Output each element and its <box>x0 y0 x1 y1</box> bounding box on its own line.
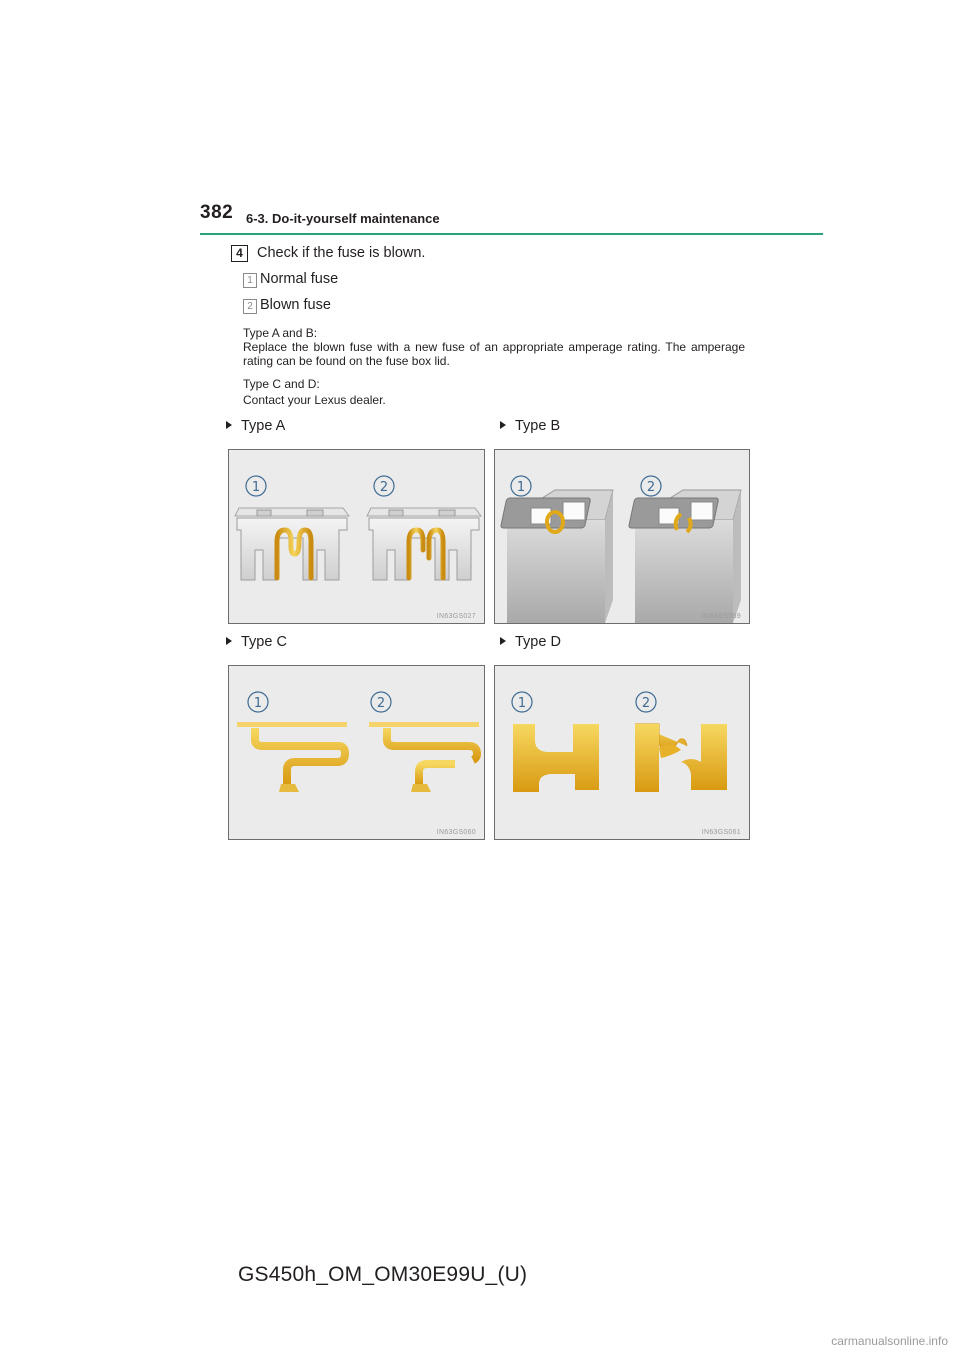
callout-number: 1 <box>251 480 261 495</box>
callout-number: 1 <box>517 696 527 711</box>
blown-fuse-block-left <box>635 724 659 792</box>
figure-type-a <box>228 449 485 624</box>
type-d-text: Type D <box>515 634 561 650</box>
watermark: carmanualsonline.info <box>831 1334 948 1348</box>
figure-type-b <box>494 449 750 624</box>
triangle-bullet-icon <box>226 637 232 645</box>
normal-cartridge-fuse <box>500 490 613 623</box>
step-text: Check if the fuse is blown. <box>257 245 426 261</box>
triangle-bullet-icon <box>500 637 506 645</box>
triangle-bullet-icon <box>226 421 232 429</box>
note-cd-text: Contact your Lexus dealer. <box>243 393 386 407</box>
normal-blade-fuse <box>235 508 349 580</box>
figure-type-d <box>494 665 750 840</box>
figure-code: IN63GS061 <box>701 829 741 836</box>
callout-number: 2 <box>646 480 656 495</box>
blown-fuse-element-bottom <box>419 764 455 784</box>
type-a-text: Type A <box>241 418 286 434</box>
type-b-text: Type B <box>515 418 561 434</box>
triangle-bullet-icon <box>500 421 506 429</box>
type-d-label <box>500 634 561 650</box>
section-title: 6-3. Do-it-yourself maintenance <box>246 211 440 226</box>
callout-number: 2 <box>641 696 651 711</box>
type-c-label <box>226 634 287 650</box>
item-label-blown-fuse: Blown fuse <box>260 297 331 313</box>
type-a-fuse-illustration <box>229 450 484 623</box>
normal-fuse-element <box>255 728 345 784</box>
blown-fuse-element-top <box>387 728 477 760</box>
callout-number: 2 <box>376 696 386 711</box>
figure-type-c <box>228 665 485 840</box>
note-cd-heading: Type C and D: <box>243 377 320 391</box>
step-number-badge: 4 <box>231 245 248 262</box>
callout-number: 2 <box>379 480 389 495</box>
callout-number: 1 <box>516 480 526 495</box>
item-label-normal-fuse: Normal fuse <box>260 271 339 287</box>
blown-fuse-block-right <box>681 724 727 790</box>
type-b-fuse-illustration <box>495 450 749 623</box>
page-number: 382 <box>200 202 234 223</box>
type-d-fuse-illustration <box>495 666 749 839</box>
note-ab-heading: Type A and B: <box>243 326 318 340</box>
note-ab-text: Replace the blown fuse with a new fuse of an appropriate amperage rating. The amperage rating can be found on the fuse box lid. <box>243 340 745 368</box>
header-rule <box>200 233 823 235</box>
item-number-badge: 2 <box>243 299 257 314</box>
figure-code: IN63GS059 <box>701 613 741 620</box>
callout-number: 1 <box>253 696 263 711</box>
type-c-text: Type C <box>241 634 287 650</box>
type-c-fuse-illustration <box>229 666 484 839</box>
type-b-label <box>500 418 560 434</box>
figure-code: IN63GS060 <box>436 829 476 836</box>
normal-fuse-block <box>513 724 599 792</box>
blown-blade-fuse <box>367 508 481 580</box>
document-code: GS450h_OM_OM30E99U_(U) <box>238 1263 528 1286</box>
blown-cartridge-fuse <box>628 490 741 623</box>
type-a-label <box>226 418 285 434</box>
item-number-badge: 1 <box>243 273 257 288</box>
figure-code: IN63GS027 <box>436 613 476 620</box>
